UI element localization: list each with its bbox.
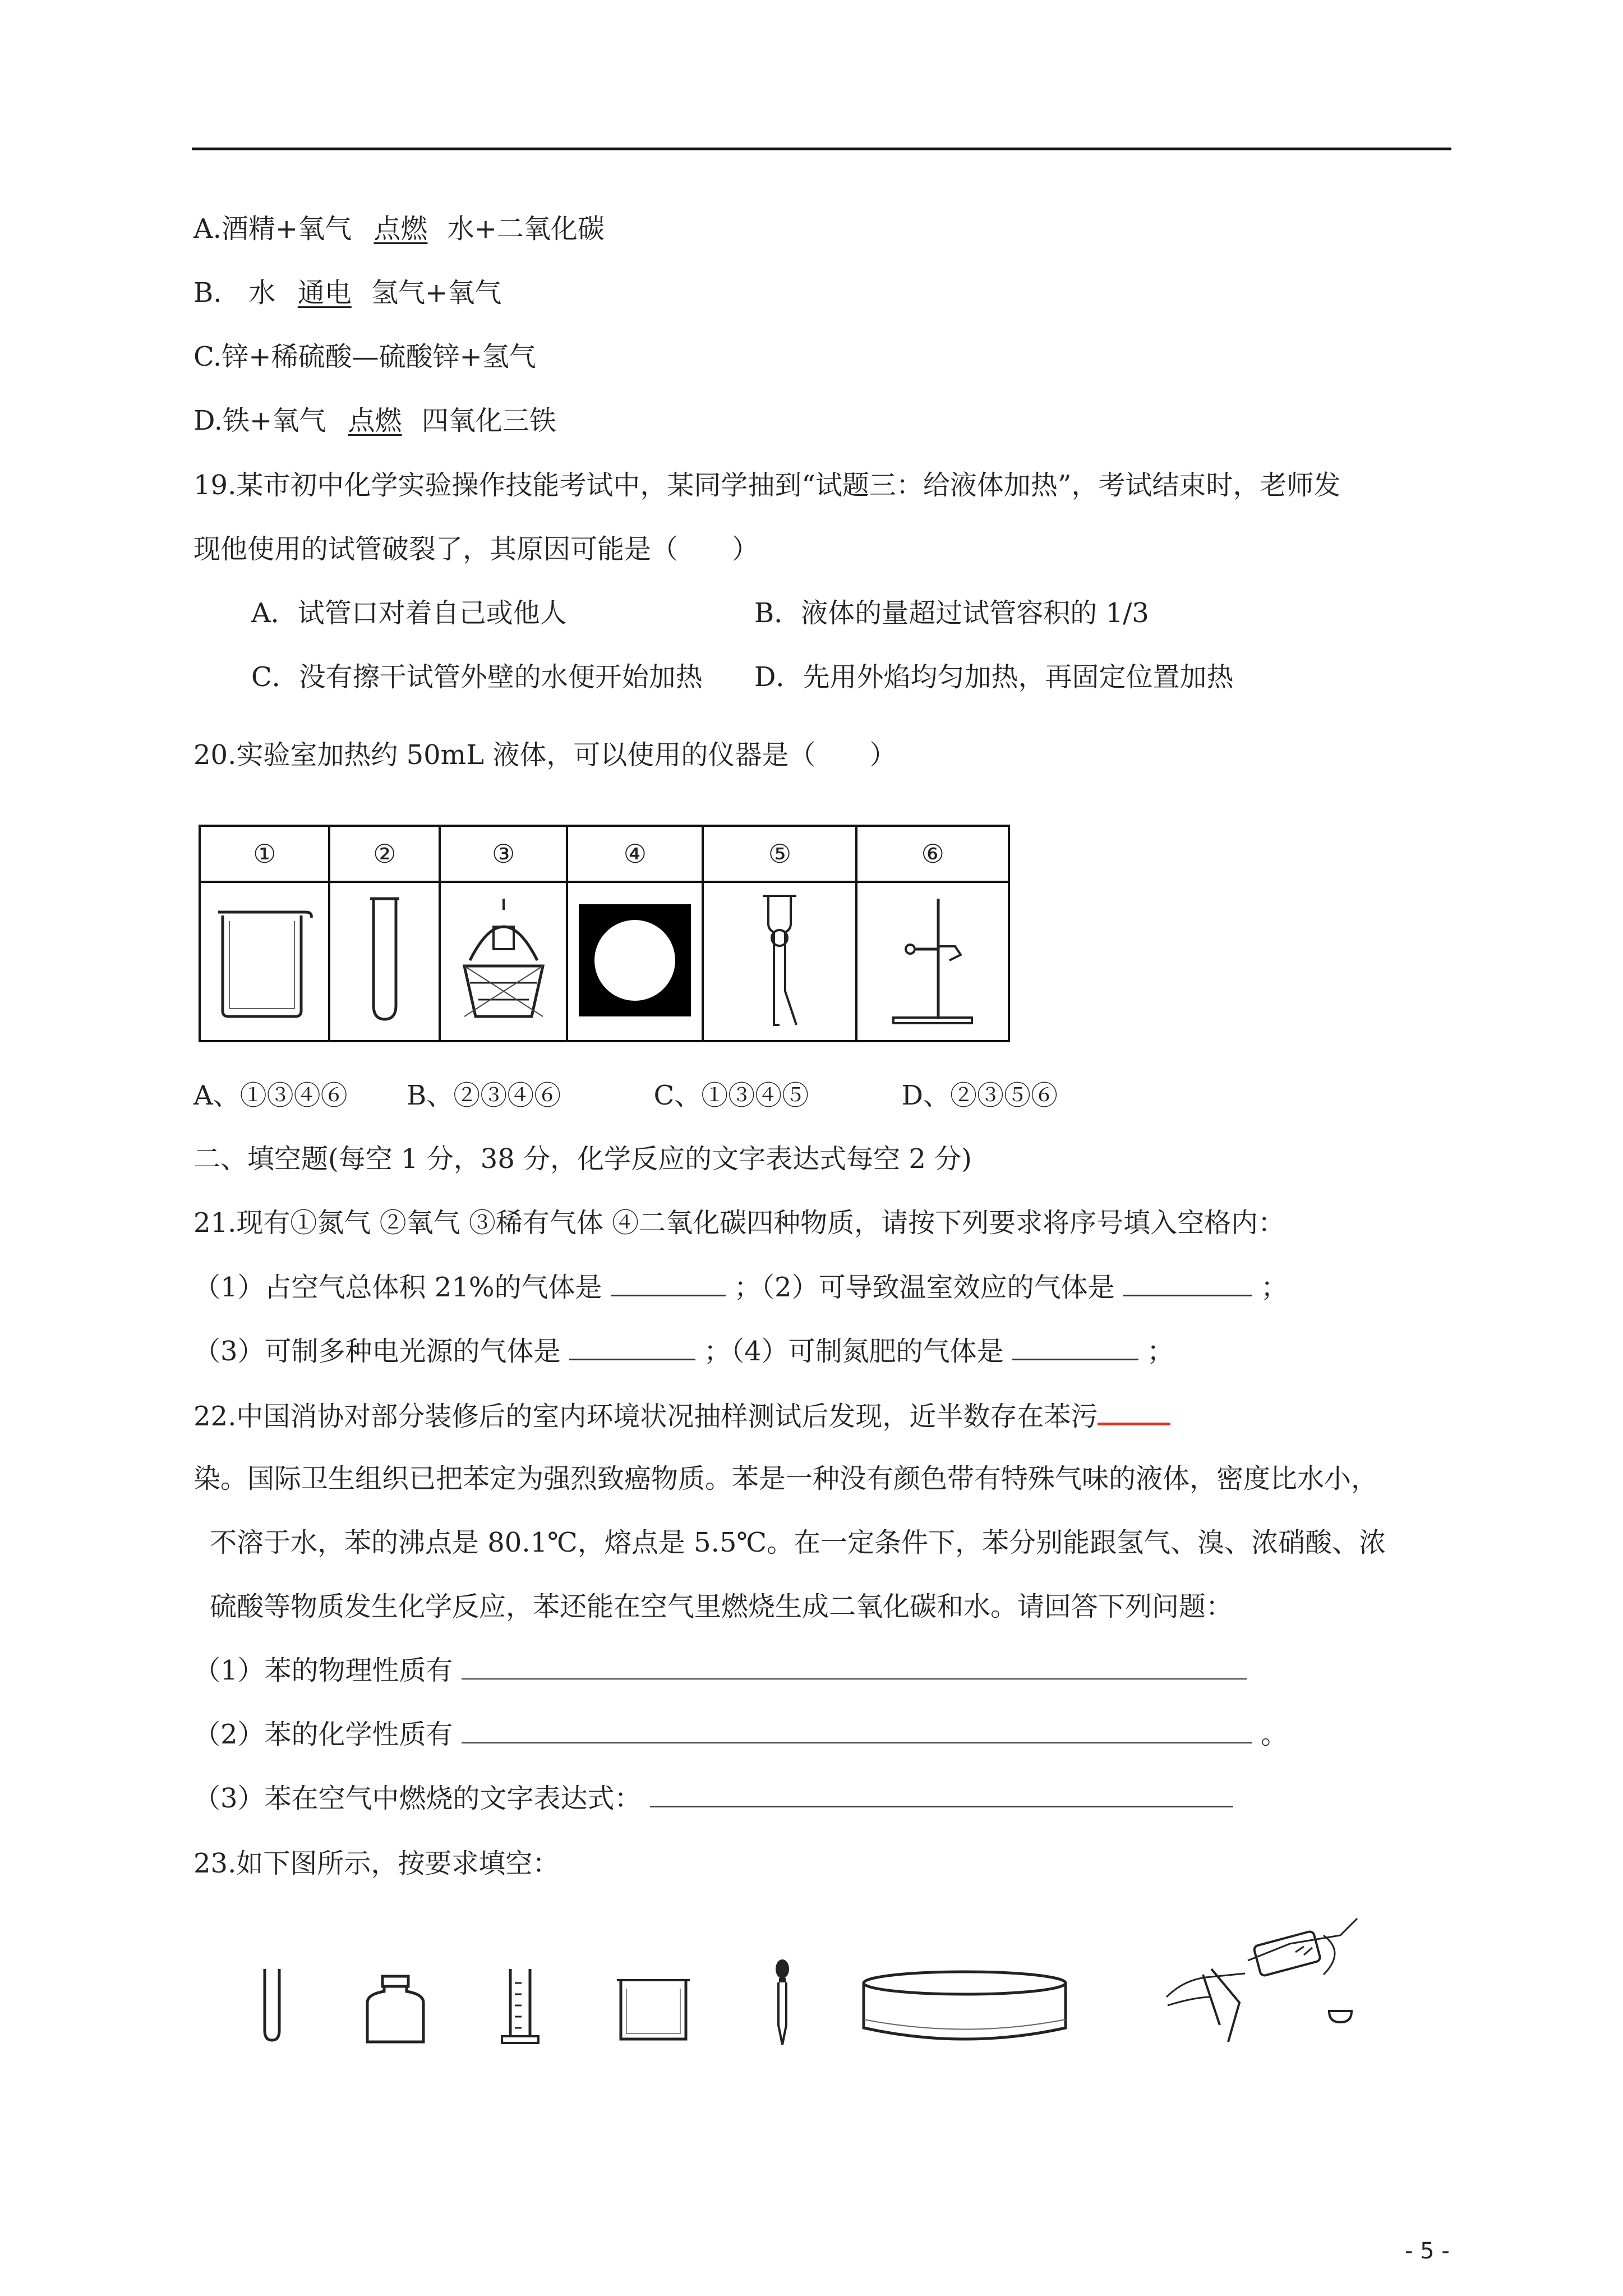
q22-sub1-label: （1）苯的物理性质有	[193, 1655, 453, 1686]
iron-stand-cell	[856, 882, 1009, 1041]
q21-part4-label: ；（4）可制氮肥的气体是	[704, 1336, 1004, 1367]
reagent-bottle-icon	[365, 1975, 426, 2045]
pouring-liquid-icon	[1161, 1913, 1385, 2042]
test-tube-icon	[362, 893, 407, 1028]
q21-part2-end: ；	[1261, 1272, 1288, 1303]
asbestos-gauze-icon	[576, 901, 694, 1019]
q21-row-1	[193, 1270, 1288, 1304]
q22-line2: 染。国际卫生组织已把苯定为强烈致癌物质。苯是一种没有颜色带有特殊气味的液体，密度比水小，	[193, 1463, 1378, 1494]
q18-b-condition: 通电	[297, 277, 352, 309]
beaker-small-icon	[614, 1977, 693, 2045]
test-tube-small-icon	[258, 1966, 286, 2045]
q19-stem-line2: 现他使用的试管破裂了，其原因可能是（ ）	[193, 533, 759, 565]
q22-sub3-label: （3）苯在空气中燃烧的文字表达式：	[193, 1783, 642, 1814]
q18-option-a	[193, 212, 605, 246]
q18-a-condition: 点燃	[374, 213, 428, 245]
q21-part1-blank[interactable]	[611, 1270, 726, 1296]
q18-d-products: 四氧化三铁	[421, 405, 556, 436]
q21-part3-blank[interactable]	[569, 1334, 695, 1360]
q21-part1-label: （1）占空气总体积 21%的气体是	[193, 1272, 602, 1303]
q21-part4-end: ；	[1147, 1336, 1174, 1367]
apparatus-table	[199, 825, 1010, 1042]
q21-part4-blank[interactable]	[1012, 1334, 1138, 1360]
iron-stand-icon	[877, 893, 989, 1028]
q20-stem: 20.实验室加热约 50mL 液体，可以使用的仪器是（ ）	[193, 739, 897, 771]
q19-option-b: B．液体的量超过试管容积的 1/3	[754, 597, 1149, 629]
q20-option-c: C、①③④⑤	[653, 1080, 809, 1111]
evaporating-dish-icon	[858, 1969, 1071, 2047]
q22-sub2-end: 。	[1261, 1719, 1288, 1750]
q18-a-products: 水+二氧化碳	[447, 213, 605, 245]
q22-red-underline	[1098, 1398, 1170, 1425]
q20-options	[193, 1079, 1058, 1112]
q18-d-reactants: D.铁+氧气	[193, 405, 326, 436]
test-tube-cell	[329, 882, 439, 1041]
q22-text-line1: 22.中国消协对部分装修后的室内环境状况抽样测试后发现，近半数存在苯污	[193, 1401, 1098, 1432]
q22-sub2	[193, 1718, 1288, 1751]
apparatus-header-5: ⑤	[703, 826, 856, 882]
apparatus-header-3: ③	[440, 826, 567, 882]
q18-option-d	[193, 404, 556, 438]
q21-part2-label: ；（2）可导致温室效应的气体是	[734, 1272, 1115, 1303]
alcohol-lamp-with-stand-icon	[448, 893, 560, 1028]
q18-a-reactants: A.酒精+氧气	[193, 213, 352, 245]
q19-stem-line1: 19.某市初中化学实验操作技能考试中，某同学抽到“试题三：给液体加热”，考试结束时，老师发	[193, 470, 1341, 501]
q22-sub1	[193, 1654, 1247, 1687]
q18-b-products: 氢气+氧气	[371, 277, 502, 309]
test-tube-holder-icon	[746, 890, 813, 1030]
page-number: - 5 -	[1405, 2238, 1450, 2264]
apparatus-header-6: ⑥	[856, 826, 1009, 882]
q22-line4: 硫酸等物质发生化学反应，苯还能在空气里燃烧生成二氧化碳和水。请回答下列问题：	[210, 1591, 1233, 1622]
q20-option-a: A、①③④⑥	[193, 1080, 348, 1111]
q19-option-a: A．试管口对着自己或他人	[251, 597, 567, 629]
q22-sub3-blank[interactable]	[650, 1782, 1233, 1807]
q18-option-b	[193, 276, 501, 310]
q22-sub2-label: （2）苯的化学性质有	[193, 1719, 453, 1750]
test-tube-holder-cell	[703, 882, 856, 1041]
q22-sub2-blank[interactable]	[462, 1718, 1252, 1743]
beaker-cell	[200, 882, 329, 1041]
q23-stem: 23.如下图所示，按要求填空：	[193, 1848, 560, 1879]
q21-part2-blank[interactable]	[1123, 1270, 1252, 1296]
q22-sub1-blank[interactable]	[462, 1654, 1247, 1680]
apparatus-header-1: ①	[200, 826, 329, 882]
section-2-heading: 二、填空题(每空 1 分，38 分，化学反应的文字表达式每空 2 分)	[193, 1143, 972, 1175]
apparatus-header-4: ④	[567, 826, 703, 882]
asbestos-net-cell	[567, 882, 703, 1041]
header-rule	[192, 148, 1451, 150]
apparatus-header-2: ②	[329, 826, 439, 882]
alcohol-lamp-cell	[440, 882, 567, 1041]
q22-line1	[193, 1398, 1170, 1433]
beaker-icon	[211, 899, 318, 1022]
q23-apparatus-row	[247, 1913, 1391, 2059]
q21-row-2	[193, 1334, 1174, 1368]
q19-option-d: D．先用外焰均匀加热，再固定位置加热	[754, 661, 1234, 693]
q19-option-c: C．没有擦干试管外壁的水便开始加热	[251, 661, 703, 693]
q18-d-condition: 点燃	[348, 405, 402, 436]
q20-option-b: B、②③④⑥	[406, 1080, 561, 1111]
q22-sub3	[193, 1782, 1233, 1815]
q20-option-d: D、②③⑤⑥	[901, 1080, 1058, 1111]
q18-b-reactants: B. 水	[193, 277, 276, 309]
q18-option-c: C.锌+稀硫酸—硫酸锌+氢气	[193, 341, 536, 372]
q21-part3-label: （3）可制多种电光源的气体是	[193, 1336, 561, 1367]
q21-stem: 21.现有①氮气 ②氧气 ③稀有气体 ④二氧化碳四种物质，请按下列要求将序号填入空格内：	[193, 1207, 1285, 1239]
dropper-icon	[768, 1958, 796, 2047]
q22-line3: 不溶于水，苯的沸点是 80.1℃，熔点是 5.5℃。在一定条件下，苯分别能跟氢气、溴、浓硝酸、浓	[210, 1527, 1386, 1558]
graduated-cylinder-icon	[499, 1966, 544, 2047]
